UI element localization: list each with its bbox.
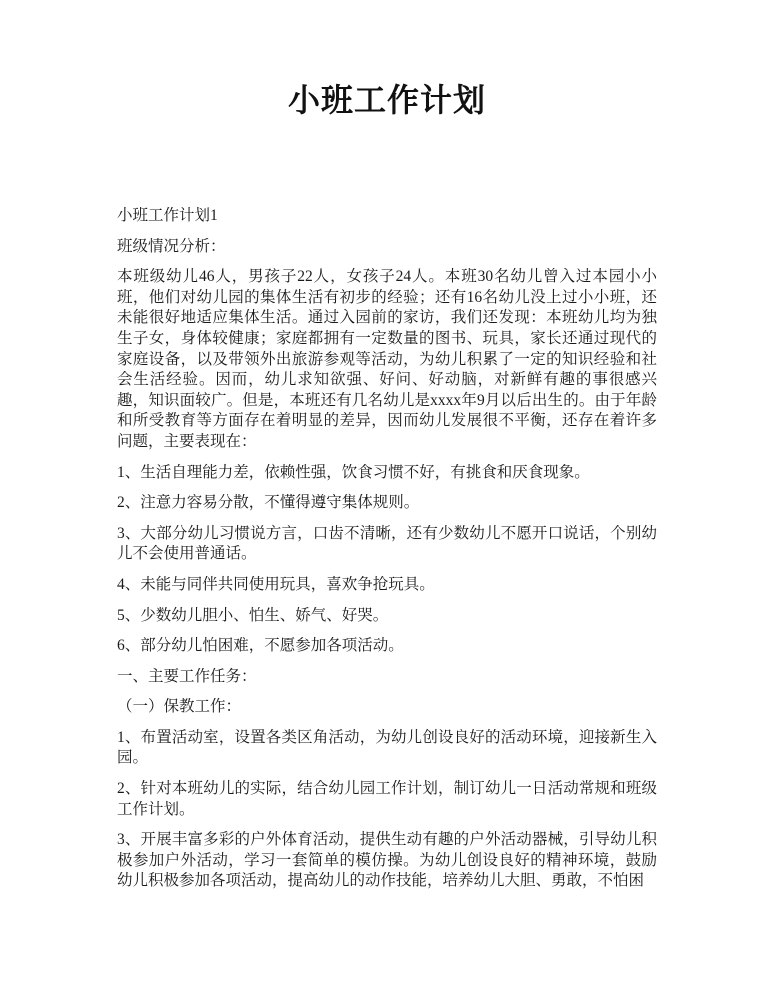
paragraph-issue-4: 4、未能与同伴共同使用玩具，喜欢争抢玩具。 <box>117 575 435 593</box>
paragraph-issue-3: 3、大部分幼儿习惯说方言，口齿不清晰，还有少数幼儿不愿开口说话，个别幼儿不会使用普通话。 <box>117 524 657 563</box>
paragraph-subtitle: 小班工作计划1 <box>117 207 218 224</box>
paragraph-task-1: 1、布置活动室，设置各类区角活动，为幼儿创设良好的活动环境，迎接新生入园。 <box>117 728 657 767</box>
paragraph-issue-2: 2、注意力容易分散，不懂得遵守集体规则。 <box>117 494 420 512</box>
paragraph-issue-6: 6、部分幼儿怕困难，不愿参加各项活动。 <box>117 637 404 655</box>
paragraph-section-heading: 班级情况分析： <box>117 237 226 255</box>
document-title: 小班工作计划 <box>287 82 486 118</box>
paragraph-care-education-heading: （一）保教工作： <box>117 698 242 716</box>
paragraph-issue-5: 5、少数幼儿胆小、怕生、娇气、好哭。 <box>117 606 389 624</box>
paragraph-main-tasks-heading: 一、主要工作任务： <box>117 667 257 685</box>
paragraph-issue-1: 1、生活自理能力差，依赖性强，饮食习惯不好，有挑食和厌食现象。 <box>117 463 590 481</box>
paragraph-class-analysis: 本班级幼儿46人，男孩子22人，女孩子24人。本班30名幼儿曾入过本园小小班，他们对幼儿园的集体生活有初步的经验；还有16名幼儿没上过小小班，还未能很好地适应集体生活。通过入园前的家访，我们还发现：本班幼儿均为独生子女，身体较健康；家庭都拥有一定数量的图书、玩具，家长还通过现代的家庭设备，以及带领外出旅游参观等活动，为幼儿积累了一定的知识经验和社会生活经验。因而，幼儿求知欲强、好问、好动脑，对新鲜有趣的事很感兴趣，知识面较广。但是，本班还有几名幼儿是xxxx年9月以后出生的。由于年龄和所受教育等方面存在着明显的差异，因而幼儿发展很不平衡，还存在着许多问题，主要表现在： <box>117 268 657 450</box>
paragraph-task-3: 3、开展丰富多彩的户外体育活动，提供生动有趣的户外活动器械，引导幼儿积极参加户外活动，学习一套简单的模仿操。为幼儿创设良好的精神环境，鼓励幼儿积极参加各项活动，提高幼儿的动作技能，培养幼儿大胆、勇敢，不怕困 <box>117 831 657 890</box>
paragraph-task-2: 2、针对本班幼儿的实际，结合幼儿园工作计划，制订幼儿一日活动常规和班级工作计划。 <box>117 780 657 818</box>
